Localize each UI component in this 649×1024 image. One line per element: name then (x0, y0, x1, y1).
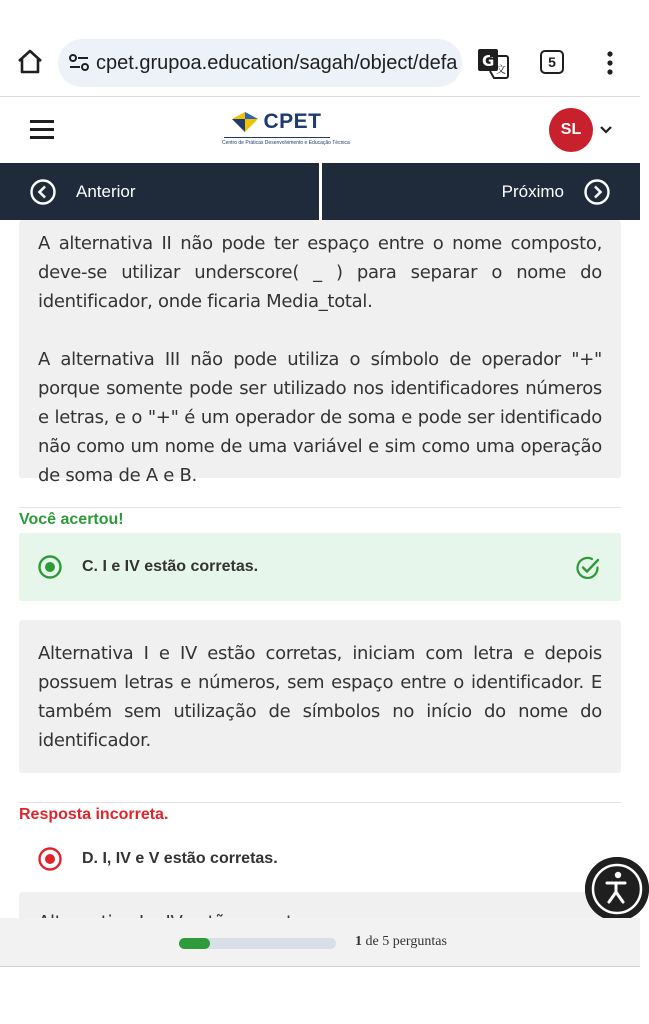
explanation-iii: A alternativa III não pode utiliza o símbolo de operador "+" porque somente pode ser utilizado nos identificadores números e letras, e o "+" é um operador de soma e pode ser identificado não como um nome de uma variável e sim como uma operação de soma de A e B. (38, 349, 602, 486)
site-settings-icon[interactable] (68, 52, 90, 74)
chevron-left-circle-icon (30, 179, 56, 205)
separator (19, 802, 621, 803)
incorrect-answer-option (19, 834, 621, 884)
translate-icon[interactable] (476, 46, 510, 80)
progress-suffix: de 5 perguntas (365, 934, 447, 949)
progress-current: 1 (355, 934, 362, 949)
home-icon[interactable] (14, 46, 46, 78)
explanation-ii: A alternativa II não pode ter espaço entre o nome composto, deve-se utilizar underscore( _ ) para separar o nome do identificador, onde ficaria Media_total. (38, 233, 602, 312)
incorrect-option-label: D. I, IV e V estão corretas. (82, 850, 278, 867)
url-text: cpet.grupoa.education/sagah/object/defa (96, 51, 458, 74)
logo-diamond-icon (232, 112, 258, 132)
chevron-down-icon[interactable] (598, 122, 614, 138)
cpet-logo (222, 109, 350, 149)
next-label: Próximo (501, 181, 564, 201)
correct-status-text: Você acertou! (19, 511, 124, 528)
question-feedback-content (0, 220, 640, 918)
app-header (0, 97, 640, 163)
explanation-box (19, 620, 621, 773)
explanation-box (19, 220, 621, 486)
correct-option-label: C. I e IV estão corretas. (82, 558, 259, 575)
radio-selected-red-icon (38, 847, 62, 871)
separator (19, 507, 621, 508)
previous-label: Anterior (76, 181, 136, 201)
previous-button[interactable] (0, 163, 319, 220)
svg-text:文: 文 (496, 65, 506, 76)
next-button[interactable] (322, 163, 640, 220)
svg-text:G: G (482, 52, 495, 70)
incorrect-status-text: Resposta incorreta. (19, 806, 169, 823)
progress-text (355, 934, 447, 950)
radio-selected-green-icon (38, 555, 62, 579)
logo-subtitle: Centro de Práticas Desenvolvimento e Educação Técnica (222, 140, 350, 146)
browser-toolbar (0, 0, 640, 97)
question-nav-bar (0, 163, 640, 220)
progress-bar-fill (179, 938, 210, 949)
more-options-icon[interactable] (598, 48, 622, 78)
progress-footer (0, 918, 640, 967)
user-avatar[interactable]: SL (549, 108, 593, 152)
check-circle-icon (575, 555, 601, 581)
address-bar[interactable] (58, 39, 462, 87)
logo-text: CPET (263, 110, 322, 133)
progress-bar (179, 938, 336, 949)
chevron-right-circle-icon (584, 179, 610, 205)
tab-switcher-button[interactable]: 5 (540, 50, 564, 74)
explanation-c: Alternativa I e IV estão corretas, iniciam com letra e depois possuem letras e números, sem espaço entre o identificador. E também sem utilização de símbolos no início do nome do identificador. (38, 643, 602, 751)
accessibility-icon[interactable] (585, 857, 649, 921)
correct-answer-option (19, 533, 621, 601)
hamburger-menu-icon[interactable] (30, 120, 54, 140)
